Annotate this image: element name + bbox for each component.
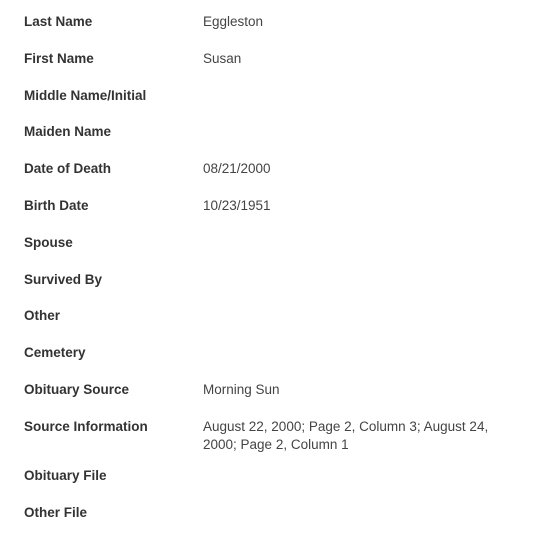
field-value: 10/23/1951 xyxy=(203,197,271,213)
field-row-source-information xyxy=(24,418,524,455)
field-value: Susan xyxy=(203,50,242,66)
field-value: August 22, 2000; Page 2, Column 3; August 24, 2000; Page 2, Column 1 xyxy=(203,418,489,453)
field-label: Date of Death xyxy=(24,161,112,177)
field-label: Survived By xyxy=(24,271,103,287)
field-row-survived-by xyxy=(24,271,524,291)
field-label: Obituary Source xyxy=(24,381,130,397)
field-row-last-name xyxy=(24,13,524,33)
field-row-obituary-file xyxy=(24,467,524,487)
field-row-other xyxy=(24,307,524,327)
field-label: Last Name xyxy=(24,14,93,29)
field-label: Spouse xyxy=(24,234,73,250)
field-label: Source Information xyxy=(24,418,148,434)
field-label: Other xyxy=(24,308,61,324)
field-row-spouse xyxy=(24,234,524,254)
field-label: Birth Date xyxy=(24,197,89,213)
field-row-obituary-source xyxy=(24,381,524,401)
field-row-other-file xyxy=(24,504,524,524)
field-label: Other File xyxy=(24,505,88,521)
field-label: Middle Name/Initial xyxy=(24,87,147,103)
field-row-date-of-death xyxy=(24,160,524,180)
field-label: Maiden Name xyxy=(24,124,112,140)
field-value: 08/21/2000 xyxy=(203,161,271,177)
field-row-middle-name xyxy=(24,87,524,107)
field-label: Cemetery xyxy=(24,345,86,361)
field-label: First Name xyxy=(24,50,94,66)
field-value: Eggleston xyxy=(203,14,264,29)
field-row-maiden-name xyxy=(24,123,524,143)
field-value: Morning Sun xyxy=(203,381,280,397)
field-row-cemetery xyxy=(24,344,524,364)
obituary-record xyxy=(24,13,524,541)
field-label: Obituary File xyxy=(24,468,107,484)
field-row-first-name xyxy=(24,50,524,70)
field-row-birth-date xyxy=(24,197,524,217)
